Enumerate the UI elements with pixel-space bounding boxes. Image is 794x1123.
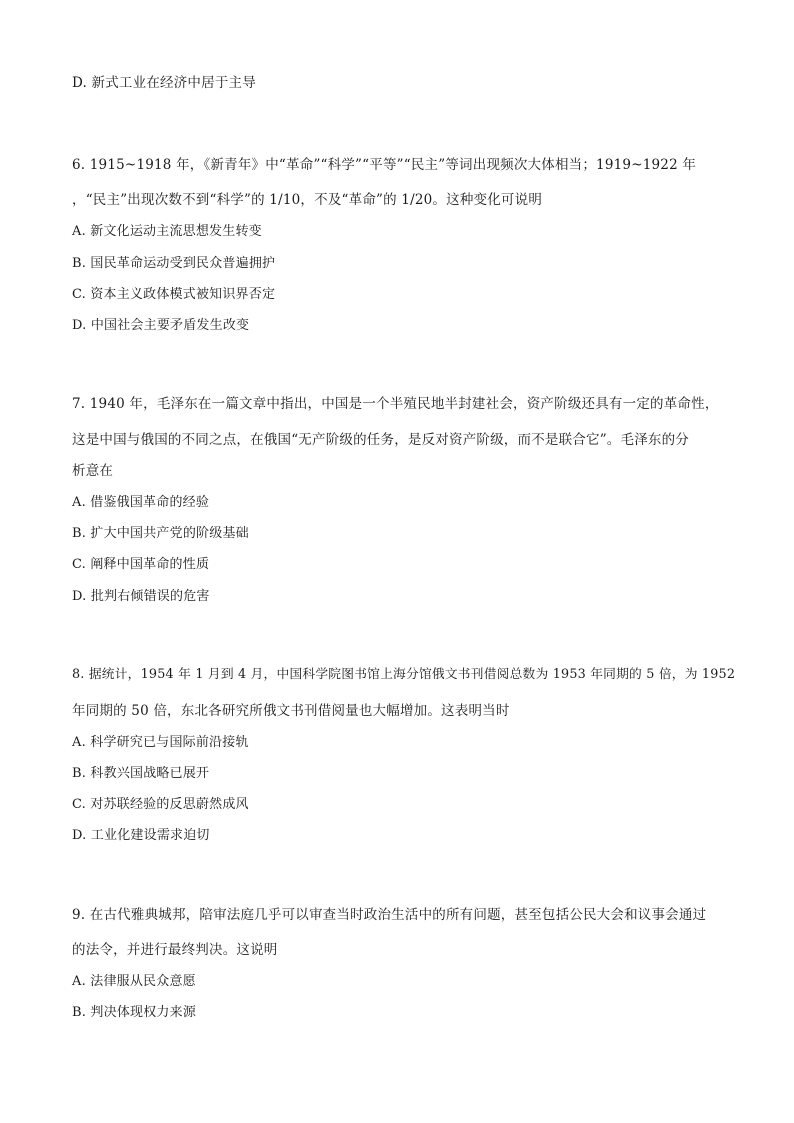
q6-option-a: A. 新文化运动主流思想发生转变	[72, 224, 262, 239]
q7-stem-line3: 析意在	[72, 463, 114, 479]
q7-option-d: D. 批判右倾错误的危害	[72, 589, 210, 604]
q6-option-b: B. 国民革命运动受到民众普遍拥护	[72, 256, 276, 271]
q8-option-a: A. 科学研究已与国际前沿接轨	[72, 735, 249, 750]
q8-option-c: C. 对苏联经验的反思蔚然成风	[72, 797, 249, 812]
q7-stem-line1: 7. 1940 年，毛泽东在一篇文章中指出，中国是一个半殖民地半封建社会，资产阶级还具有一定的革命性，	[72, 396, 719, 412]
q7-stem-line2: 这是中国与俄国的不同之点，在俄国“无产阶级的任务，是反对资产阶级，而不是联合它”。毛泽东的分	[72, 432, 690, 448]
q7-option-a: A. 借鉴俄国革命的经验	[72, 495, 210, 510]
q6-option-c: C. 资本主义政体模式被知识界否定	[72, 287, 276, 302]
q9-stem-line1: 9. 在古代雅典城邦，陪审法庭几乎可以审查当时政治生活中的所有问题，甚至包括公民大会和议事会通过	[72, 907, 707, 923]
q5-option-d: D. 新式工业在经济中居于主导	[72, 75, 256, 91]
q7-option-b: B. 扩大中国共产党的阶级基础	[72, 526, 249, 541]
q8-stem-line1: 8. 据统计，1954 年 1 月到 4 月，中国科学院图书馆上海分馆俄文书刊借阅总数为 1953 年同期的 5 倍，为 1952	[72, 667, 736, 682]
q7-option-c: C. 阐释中国革命的性质	[72, 557, 210, 572]
q9-option-a: A. 法律服从民众意愿	[72, 974, 196, 989]
q8-option-d: D. 工业化建设需求迫切	[72, 828, 210, 843]
q8-option-b: B. 科教兴国战略已展开	[72, 766, 210, 781]
q6-stem-line1: 6. 1915~1918 年，《新青年》中“革命”“科学”“平等”“民主”等词出现频次大体相当；1919~1922 年	[72, 157, 697, 173]
q6-stem-line2: ，“民主”出现次数不到“科学”的 1/10，不及“革命”的 1/20。这种变化可说明	[72, 192, 543, 208]
q8-stem-line2: 年同期的 50 倍，东北各研究所俄文书刊借阅量也大幅增加。这表明当时	[72, 703, 510, 719]
q6-option-d: D. 中国社会主要矛盾发生改变	[72, 318, 250, 333]
q9-option-b: B. 判决体现权力来源	[72, 1005, 197, 1020]
q9-stem-line2: 的法令，并进行最终判决。这说明	[72, 942, 278, 958]
